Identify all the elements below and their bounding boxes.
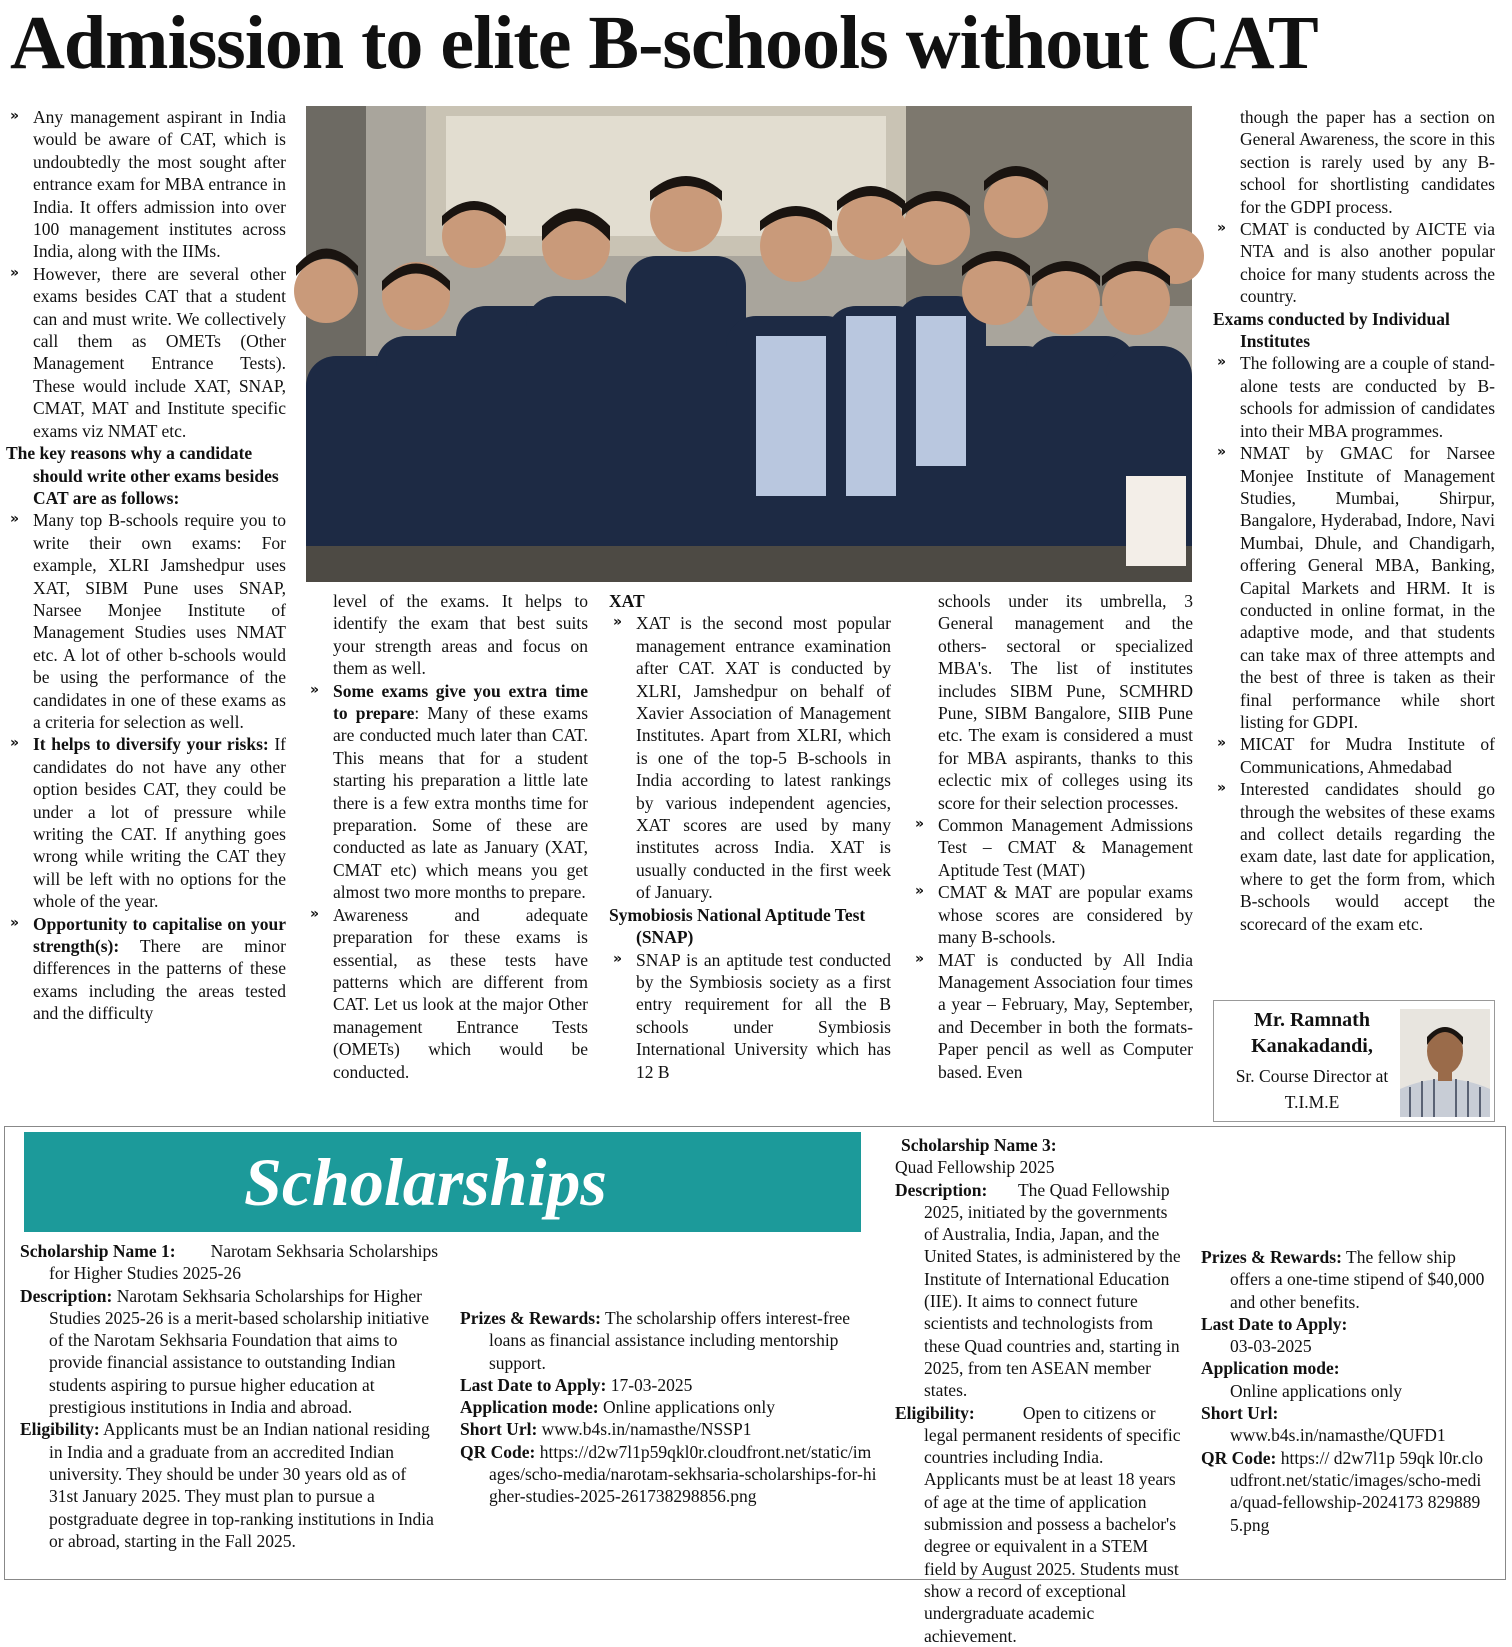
s3-prizes-label: Prizes & Rewards: bbox=[1201, 1247, 1342, 1267]
bullet-awareness: » Awareness and adequate preparation for these exams is essential, as these tests have patterns which are different from CAT. Let us look at the major Other management Entrance Tests (OMETs) which would be conducted. bbox=[306, 904, 588, 1083]
photo-illustration bbox=[306, 106, 1192, 582]
s3-mode-value: Online applications only bbox=[1230, 1380, 1403, 1401]
bullet-capitalise-lead: Opportunity to capitalise on your strength(s): bbox=[33, 913, 286, 957]
bullet-diversify-text: If candidates do not have any other option besides CAT, they could be under a lot of pressure while writing the CAT. If anything goes wrong while writing the CAT they will be left with no options for the whole of the year. bbox=[33, 734, 287, 912]
s1-description bbox=[20, 1285, 438, 1419]
s1-url-value: www.b4s.in/namasthe/NSSP1 bbox=[541, 1419, 752, 1440]
subheading-snap: Symobiosis National Aptitude Test (SNAP) bbox=[609, 904, 866, 948]
s3-name-value: Quad Fellowship 2025 bbox=[895, 1157, 1055, 1178]
column-5-continuation: though the paper has a section on General Awareness, the score in this section is rarely used by any B-school for shortlisting candidates for the GDPI process. bbox=[1240, 107, 1495, 217]
bullet-own-exams: » Many top B-schools require you to write their own exams: For example, XLRI Jamshedpur uses XAT, SIBM Pune uses SNAP, Narsee Monjee Institute of Management Studies uses NMAT etc. A lot of other b-schools would be using the performance of the candidates in one of these exams as a criteria for selection as well. bbox=[6, 509, 286, 733]
bullet-diversify bbox=[6, 733, 286, 912]
s3-eligibility bbox=[895, 1402, 1181, 1647]
s1-prizes-label: Prizes & Rewards: bbox=[460, 1308, 601, 1328]
bullet-cmat-mat-scores: » CMAT & MAT are popular exams whose scores are considered by many B-schools. bbox=[911, 881, 1193, 948]
s1-name-value: Narotam Sekhsaria Scholarships for Higher Studies 2025-26 bbox=[49, 1241, 439, 1284]
bullet-standalone: » The following are a couple of stand-alone tests are conducted by B-schools for admission of candidates into their MBA programmes. bbox=[1213, 352, 1495, 442]
s1-description-label: Description: bbox=[20, 1285, 113, 1306]
s3-description-value: The Quad Fellowship 2025, initiated by the governments of Australia, India, Japan, and the United States, is administered by the Institute of International Education (IIE). It aims to connect future scientists and technologists from these Quad countries and, starting in 2025, from ten ASEAN member states. bbox=[924, 1179, 1181, 1401]
subheading-key-reasons: The key reasons why a candidate should write other exams besides CAT are as follows: bbox=[6, 443, 279, 508]
bullet-intro: » Any management aspirant in India would be aware of CAT, which is undoubtedly the most sought after entrance exam for MBA entrance in India. It offers admission into over 100 management institutes across India, along with the IIMs. bbox=[6, 106, 286, 263]
scholarships-banner: Scholarships bbox=[24, 1132, 861, 1232]
s3-prizes-value: The fellow ship offers a one-time stipend of $40,000 and other benefits. bbox=[1230, 1247, 1485, 1312]
subheading-individual-institutes: Exams conducted by Individual Institutes bbox=[1213, 308, 1450, 352]
column-4-continuation: schools under its umbrella, 3 General management and the others- sectoral or specialized MBA's. The list of institutes includes SIBM Pune, SCMHRD Pune, SIBM Bangalore, SIIB Pune etc. The exam is considered a must for MBA aspirants, thanks to this eclectic mix of colleges using its score for their selection processes. bbox=[938, 591, 1193, 813]
s1-name-label: Scholarship Name 1: bbox=[20, 1241, 176, 1261]
bullet-micat: » MICAT for Mudra Institute of Communications, Ahmedabad bbox=[1213, 733, 1495, 778]
s1-eligibility-overflow-space bbox=[460, 1240, 878, 1307]
subheading-xat: XAT bbox=[609, 591, 645, 611]
bullet-extra-time-text: : Many of these exams are conducted much later than CAT. This means that for a student starting his preparation a little late there is a few extra months time for preparation. Some of these are conducted as late as January (XAT, CMAT etc) which means you get almost two more months to prepare. bbox=[333, 703, 589, 903]
s3-name-label: Scholarship Name 3: bbox=[901, 1135, 1057, 1155]
s1-name bbox=[20, 1240, 438, 1285]
s3-description bbox=[895, 1179, 1181, 1402]
s1-prizes-value: The scholarship offers interest-free loans as financial assistance including mentorship support. bbox=[489, 1308, 851, 1373]
bullet-capitalise bbox=[6, 913, 286, 1025]
s1-mode-label: Application mode: bbox=[460, 1397, 599, 1418]
s1-url-label: Short Url: bbox=[460, 1419, 538, 1440]
s3-qr-label: QR Code: bbox=[1201, 1447, 1277, 1468]
s3-qr-value: https:// d2w7l1p 59qk l0r.cloudfront.net/static/images/scho-media/quad-fellowship-2024173 8298895.png bbox=[1230, 1447, 1483, 1535]
author-name: Mr. Ramnath Kanakadandi, bbox=[1251, 1009, 1373, 1057]
bullet-capitalise-text: There are minor differences in the patterns of these exams including the areas tested and the difficulty bbox=[33, 936, 286, 1024]
bullet-xat: » XAT is the second most popular management entrance examination after CAT. XAT is conducted by XLRI, Jamshedpur on behalf of Xavier Association of Management Institutes. Apart from XLRI, which is one of the top-5 B-schools in India according to latest rankings by various independent agencies, XAT scores are used by many institutes across India. XAT is usually conducted in the first week of January. bbox=[609, 612, 891, 903]
s1-last-date bbox=[460, 1374, 878, 1396]
scholarship-1-part-1 bbox=[20, 1240, 438, 1552]
bullet-diversify-lead: It helps to diversify your risks: bbox=[33, 734, 269, 755]
column-3 bbox=[609, 590, 891, 1083]
portrait-illustration bbox=[1400, 1009, 1490, 1117]
s3-url-label: Short Url: bbox=[1201, 1403, 1279, 1424]
s3-eligibility-label: Eligibility: bbox=[895, 1402, 975, 1423]
headline: Admission to elite B-schools without CAT bbox=[10, 1, 1318, 85]
column-5 bbox=[1213, 106, 1495, 935]
s3-qr bbox=[1201, 1447, 1489, 1536]
bullet-mat: » MAT is conducted by All India Management Association four times a year – February, May, September, and December in both the formats-Paper pencil as well as Computer based. Even bbox=[911, 949, 1193, 1083]
column-2 bbox=[306, 590, 588, 1083]
s1-mode bbox=[460, 1396, 878, 1418]
s3-url-value: www.b4s.in/namasthe/QUFD1 bbox=[1230, 1425, 1446, 1446]
author-portrait bbox=[1400, 1009, 1490, 1117]
scholarship-3-part-1 bbox=[895, 1134, 1181, 1647]
s1-last-date-value: 17-03-2025 bbox=[610, 1374, 693, 1395]
s3-description-label: Description: bbox=[895, 1179, 988, 1200]
bullet-cmat: » CMAT is conducted by AICTE via NTA and is also another popular choice for many students across the country. bbox=[1213, 218, 1495, 308]
s3-eligibility-overflow-space bbox=[1201, 1134, 1489, 1246]
s1-qr-label: QR Code: bbox=[460, 1441, 536, 1462]
s1-url bbox=[460, 1418, 878, 1440]
s3-last-date-label: Last Date to Apply: bbox=[1201, 1313, 1348, 1334]
s1-prizes bbox=[460, 1307, 878, 1374]
column-2-continuation: level of the exams. It helps to identify the exam that best suits your strength areas and focus on them as well. bbox=[333, 591, 588, 679]
s1-mode-value: Online applications only bbox=[602, 1397, 775, 1418]
bullet-interested: » Interested candidates should go through the websites of these exams and collect details regarding the exam date, last date for application, where to get the form from, which B-schools would accept the scorecard of the exam etc. bbox=[1213, 778, 1495, 935]
s1-eligibility-label: Eligibility: bbox=[20, 1419, 100, 1440]
author-role: Sr. Course Director at T.I.M.E bbox=[1235, 1066, 1389, 1112]
scholarship-3-part-2 bbox=[1201, 1134, 1489, 1536]
column-4 bbox=[911, 590, 1193, 1083]
s3-eligibility-value: Open to citizens or legal permanent residents of specific countries including India. Applicants must be at least 18 years of age at the time of application submission and possess a bachelor's degree or equivalent in a STEM field by August 2025. Students must show a record of exceptional undergraduate academic achievement. bbox=[924, 1402, 1181, 1646]
bullet-snap: » SNAP is an aptitude test conducted by the Symbiosis society as a first entry requirement for all the B schools under Symbiosis International University which has 12 B bbox=[609, 949, 891, 1083]
s3-last-date-value: 03-03-2025 bbox=[1230, 1336, 1312, 1357]
bullet-extra-time-lead: Some exams give you extra time to prepare bbox=[333, 680, 588, 724]
s1-eligibility-value: Applicants must be an Indian national residing in India and a graduate from an accredited Indian university. They should be under 30 years old as of 31st January 2025. They must plan to pursue a postgraduate degree in top-ranking institutions in India or abroad, starting in the Fall 2025. bbox=[49, 1419, 434, 1551]
students-group-photo bbox=[306, 106, 1192, 582]
s3-mode-label: Application mode: bbox=[1201, 1358, 1340, 1379]
s1-eligibility bbox=[20, 1418, 438, 1552]
s1-last-date-label: Last Date to Apply: bbox=[460, 1374, 607, 1395]
s1-description-value: Narotam Sekhsaria Scholarships for Higher Studies 2025-26 is a merit-based scholarship initiative of the Narotam Sekhsaria Foundation that aims to provide financial assistance to outstanding Indian students aspiring to pursue higher education at prestigious institutions in India and abroad. bbox=[49, 1285, 430, 1418]
s1-qr bbox=[460, 1441, 878, 1508]
bullet-extra-time bbox=[306, 680, 588, 904]
s1-qr-value: https://d2w7l1p59qkl0r.cloudfront.net/static/images/scho-media/narotam-sekhsaria-scholarships-for-higher-studies-2025-261738298856.png bbox=[489, 1441, 877, 1507]
bullet-nmat: » NMAT by GMAC for Narsee Monjee Institute of Management Studies, Mumbai, Shirpur, Bangalore, Hyderabad, Indore, Navi Mumbai, Dhule, and Chandigarh, offering General MBA, Banking, Capital Markets and HRM. It is conducted in online format, in the adaptive mode, and that students can take max of three attempts and the best of three is taken as their final performance while short listing for GDPI. bbox=[1213, 442, 1495, 733]
column-1 bbox=[6, 106, 286, 1025]
s3-prizes bbox=[1201, 1246, 1489, 1313]
author-box bbox=[1213, 1000, 1495, 1122]
bullet-omets: » However, there are several other exams besides CAT that a student can and must write. We collectively call them as OMETs (Other Management Entrance Tests). These would include XAT, SNAP, CMAT, MAT and Institute specific exams viz NMAT etc. bbox=[6, 263, 286, 442]
bullet-cmat-mat: » Common Management Admissions Test – CMAT & Management Aptitude Test (MAT) bbox=[911, 814, 1193, 881]
scholarship-1-part-2 bbox=[460, 1240, 878, 1508]
